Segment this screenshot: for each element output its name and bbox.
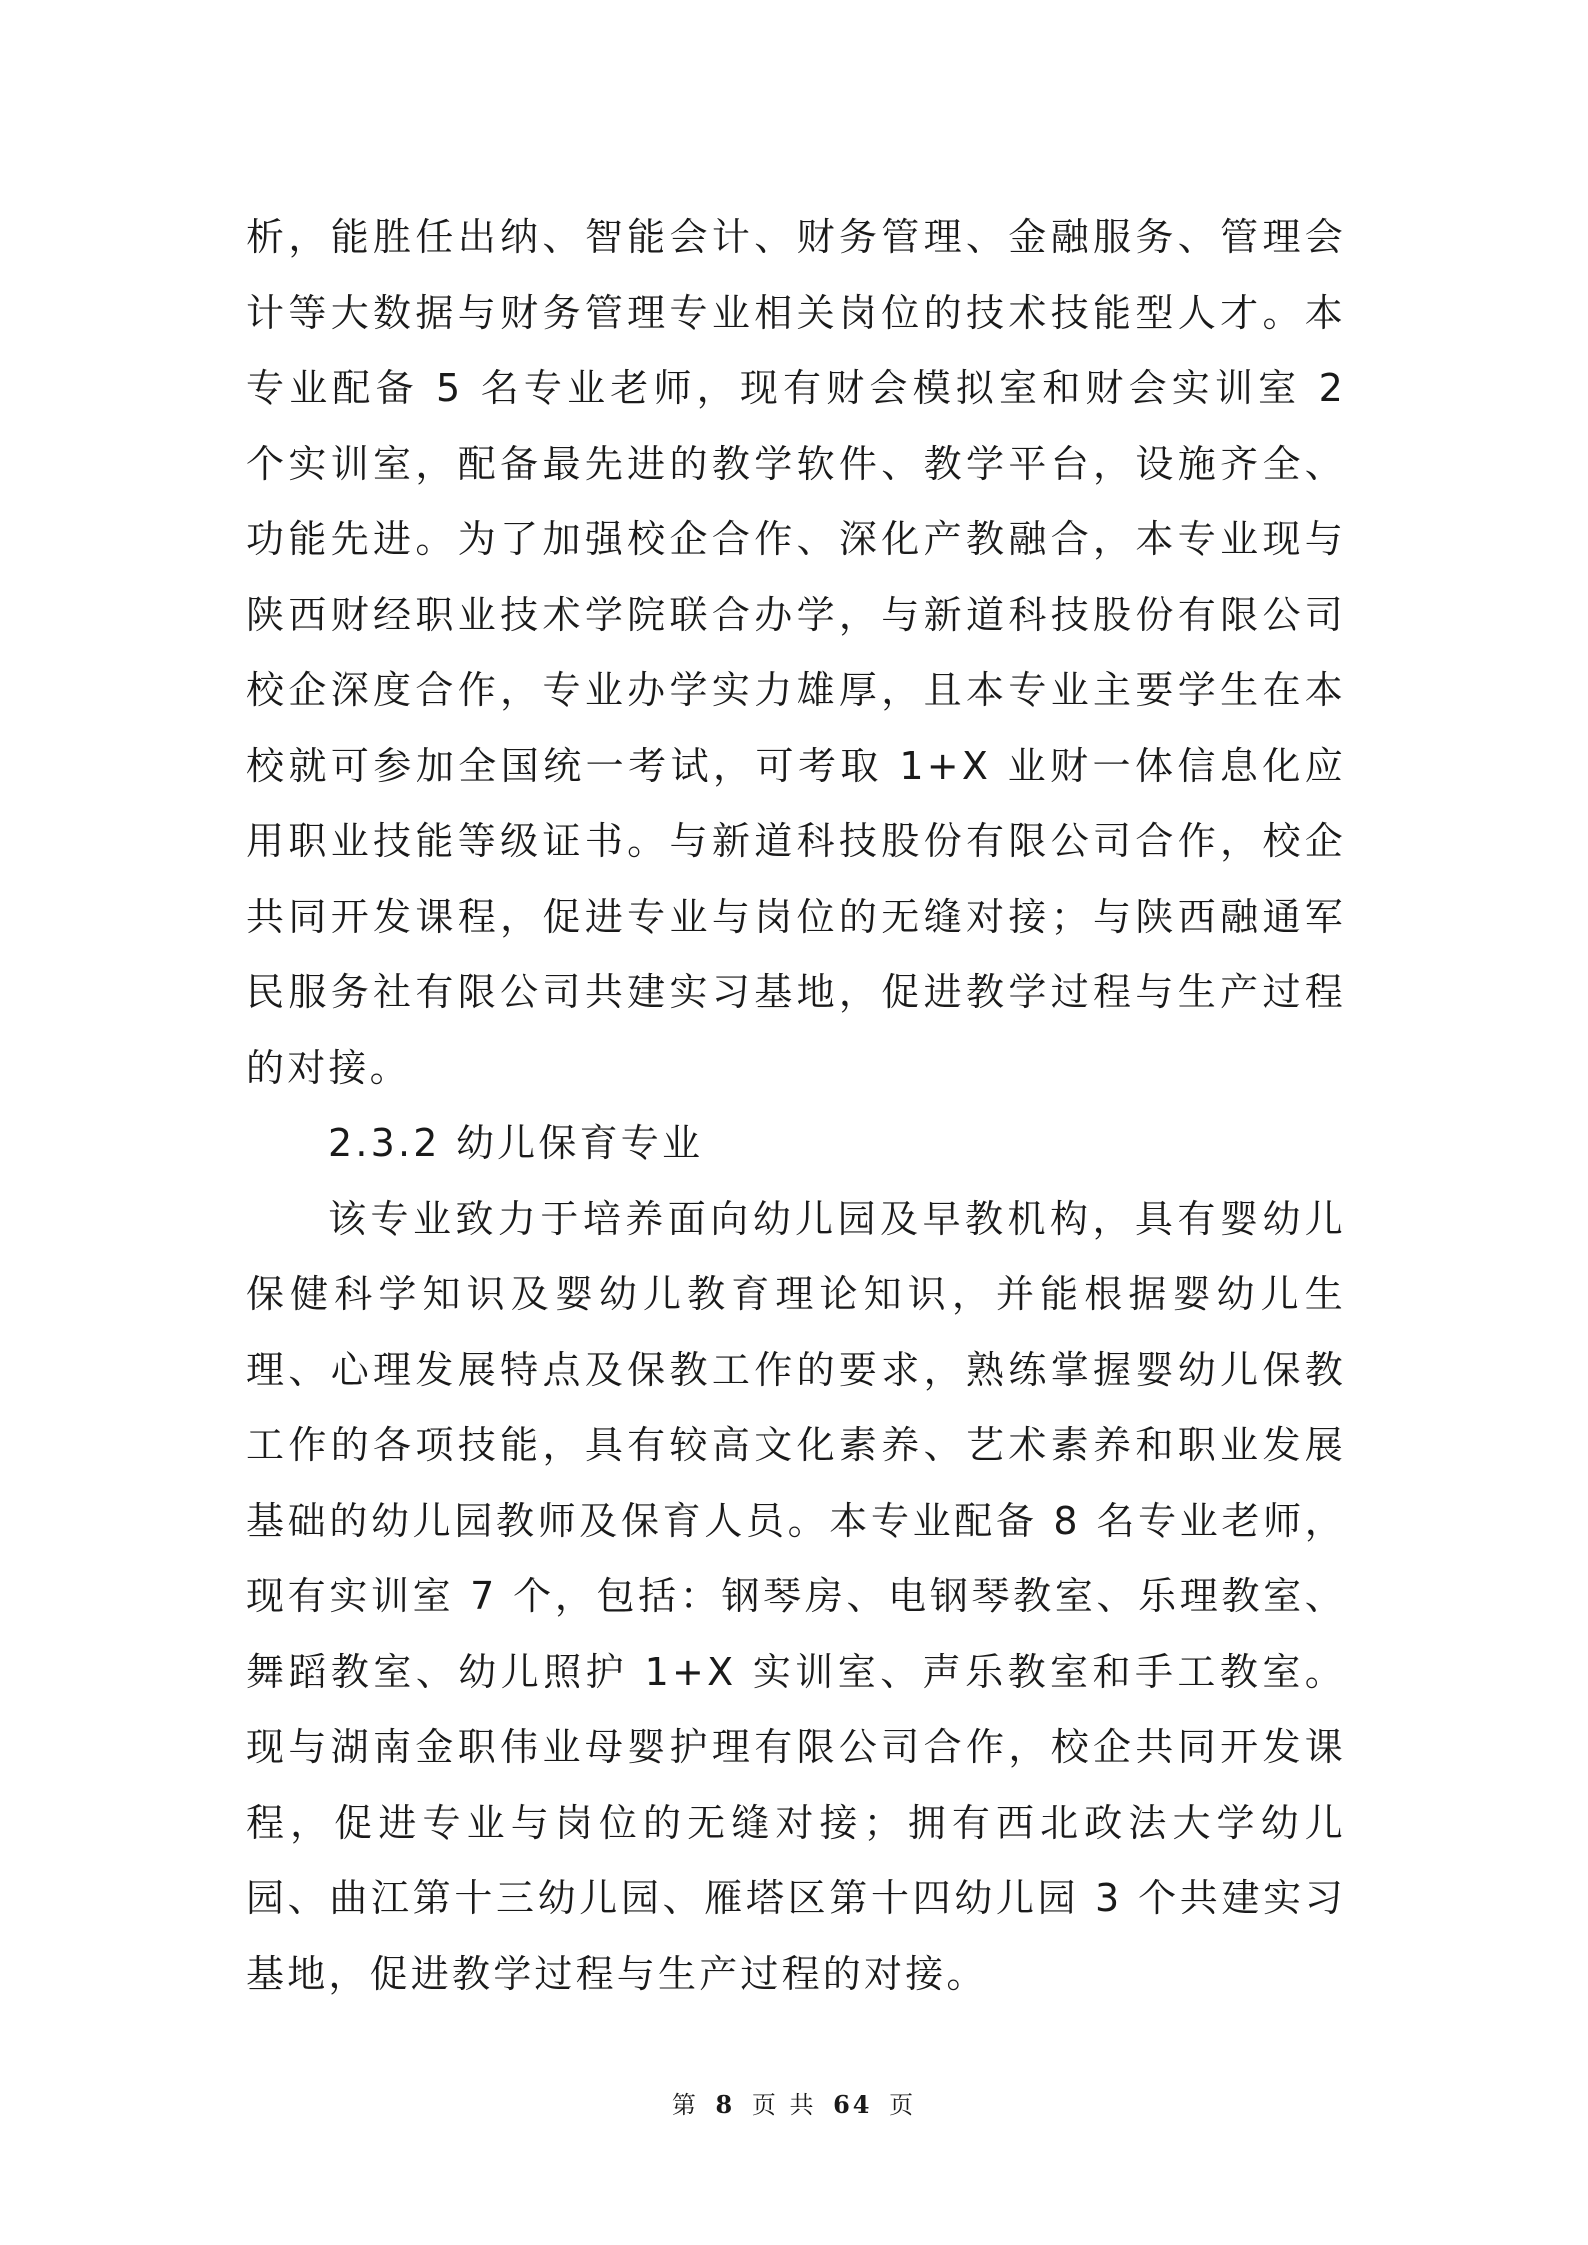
section-heading: 2.3.2 幼儿保育专业 bbox=[328, 1121, 704, 1165]
footer-total-pages: 64 bbox=[833, 2090, 873, 2119]
footer-prefix: 第 bbox=[671, 2091, 699, 2119]
footer-middle: 页 共 bbox=[751, 2091, 817, 2119]
page-content bbox=[246, 200, 1346, 2012]
footer-suffix: 页 bbox=[889, 2091, 917, 2119]
footer-current-page: 8 bbox=[715, 2090, 736, 2119]
body-paragraph-1: 析，能胜任出纳、智能会计、财务管理、金融服务、管理会计等大数据与财务管理专业相关岗位的技术技能型人才。本专业配备 5 名专业老师，现有财会模拟室和财会实训室 2 个实训室，配备最先进的教学软件、教学平台，设施齐全、功能先进。为了加强校企合作、深化产教融合，本专业现与陕西财经职业技术学院联合办学，与新道科技股份有限公司校企深度合作，专业办学实力雄厚，且本专业主要学生在本校就可参加全国统一考试，可考取 1+X 业财一体信息化应用职业技能等级证书。与新道科技股份有限公司合作，校企共同开发课程，促进专业与岗位的无缝对接；与陕西融通军民服务社有限公司共建实习基地，促进教学过程与生产过程的对接。 bbox=[246, 215, 1346, 1090]
page-footer bbox=[0, 2085, 1588, 2120]
body-paragraph-2: 该专业致力于培养面向幼儿园及早教机构，具有婴幼儿保健科学知识及婴幼儿教育理论知识，并能根据婴幼儿生理、心理发展特点及保教工作的要求，熟练掌握婴幼儿保教工作的各项技能，具有较高文化素养、艺术素养和职业发展基础的幼儿园教师及保育人员。本专业配备 8 名专业老师，现有实训室 7 个，包括：钢琴房、电钢琴教室、乐理教室、舞蹈教室、幼儿照护 1+X 实训室、声乐教室和手工教室。现与湖南金职伟业母婴护理有限公司合作，校企共同开发课程，促进专业与岗位的无缝对接；拥有西北政法大学幼儿园、曲江第十三幼儿园、雁塔区第十四幼儿园 3 个共建实习基地，促进教学过程与生产过程的对接。 bbox=[246, 1196, 1346, 1996]
